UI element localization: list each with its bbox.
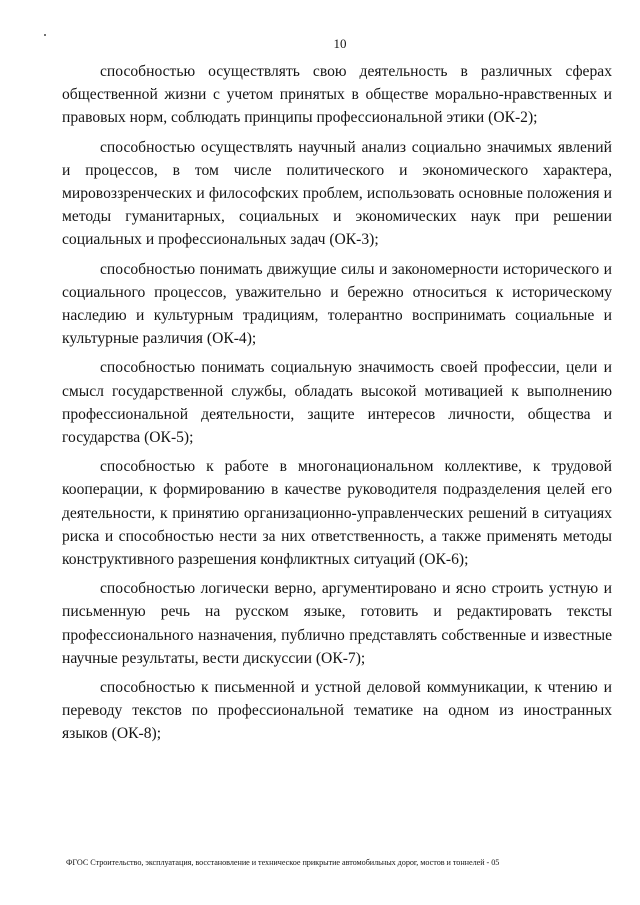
- paragraph-ok-6: способностью к работе в многонациональном коллективе, к трудовой кооперации, к формированию в качестве руководителя подразделения целей его деятельности, к принятию организационно-управленческих решений в ситуациях риска и способностью нести за них ответственность, а также применять методы конструктивного разрешения конфликтных ситуаций (ОК-6);: [62, 458, 612, 569]
- paragraph-ok-4: способностью понимать движущие силы и закономерности исторического и социального процессов, уважительно и бережно относиться к историческому наследию и культурным традициям, толерантно воспринимать социальные и культурные различия (ОК-4);: [62, 260, 612, 348]
- paragraph-ok-2: способностью осуществлять свою деятельность в различных сферах общественной жизни с учетом принятых в обществе морально-нравственных и правовых норм, соблюдать принципы профессиональной этики (ОК-2);: [62, 63, 612, 127]
- page-footer: ФГОС Строительство, эксплуатация, восстановление и техническое прикрытие автомобильных дорог, мостов и тоннелей - 05: [66, 858, 500, 867]
- document-body: [62, 60, 612, 752]
- paragraph-ok-8: способностью к письменной и устной деловой коммуникации, к чтению и переводу текстов по профессиональной тематике на одном из иностранных языков (ОК-8);: [62, 679, 612, 743]
- paragraph-ok-7: способностью логически верно, аргументировано и ясно строить устную и письменную речь на русском языке, готовить и редактировать тексты профессионального назначения, публично представлять собственные и известные научные результаты, вести дискуссии (ОК-7);: [62, 580, 612, 667]
- paragraph-ok-5: способностью понимать социальную значимость своей профессии, цели и смысл государственной службы, обладать высокой мотивацией к выполнению профессиональной деятельности, защите интересов личности, общества и государства (ОК-5);: [62, 359, 612, 447]
- paragraph-ok-3: способностью осуществлять научный анализ социально значимых явлений и процессов, в том числе политического и экономического характера, мировоззренческих и философских проблем, использовать основные положения и методы гуманитарных, социальных и экономических наук при решении социальных и профессиональных задач (ОК-3);: [62, 138, 612, 249]
- page-number: 10: [333, 36, 347, 51]
